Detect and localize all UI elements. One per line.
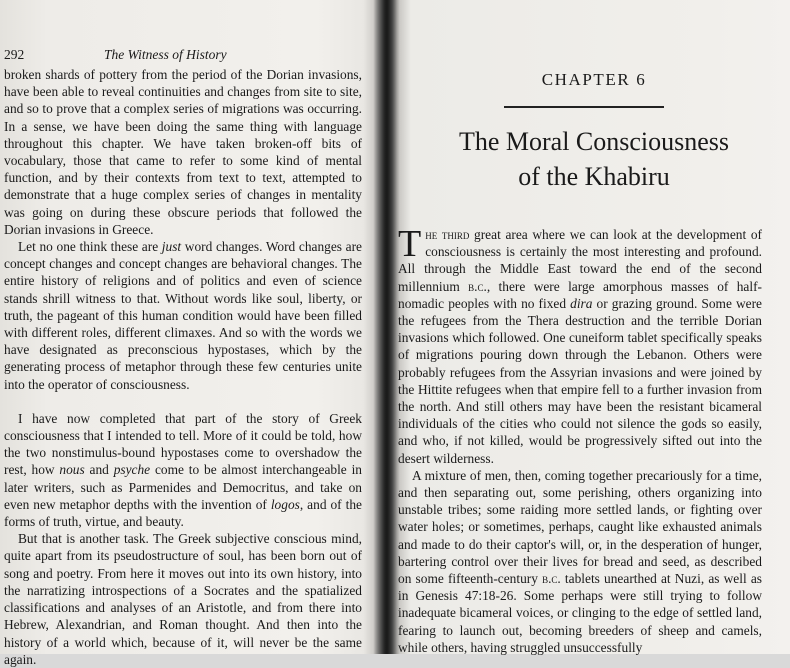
drop-cap: T bbox=[398, 223, 422, 265]
left-paragraph-4: But that is another task. The Greek subjective conscious mind, quite apart from its pseudostructure of soul, has been born out of song and poetry. From here it moves out into its own history, into the narratizing introspections of a Socrates and the spatialized classifications and analyses of an Aristotle, and from there into Hebrew, Alexandrian, and Roman thought. And then into the history of a world which, because of it, will never be the same again. bbox=[4, 531, 362, 667]
chapter-title-line-2: of the Khabiru bbox=[518, 162, 670, 191]
right-paragraph-1: The third great area where we can look at the development of consciousness is certainly the most interesting and profound. All through the Middle East toward the end of the second millennium b.c., there were large amorphous masses of half-nomadic peoples with no fixed dira or grazing ground. Some were the refugees from the Thera destruction and the terrible Dorian invasions which followed. One cuneiform tablet specifically speaks of migrations pouring down through the Lebanon. Others were probably refugees from the Assyrian invasions and were joined by the Hittite refugees when that empire fell to a further invasion from the north. And still others may have been the resistant bicameral individuals of the cities who could not silence the gods so easily, and who, if not killed, would be progressively sifted out into the desert wilderness. bbox=[398, 223, 762, 466]
right-paragraph-2: A mixture of men, then, coming together precariously for a time, and then separating out, some perishing, others organizing into unstable tribes; some raiding more settled lands, or fighting over water holes; or sometimes, perhaps, caught like exhausted animals and made to do their captor's will, or, in the desperation of hunger, bartering control over their lives for bread and seed, as described on some fifteenth-century b.c. tablets unearthed at Nuzi, as well as in Genesis 47:18-26. Some perhaps were still trying to follow inadequate bicameral voices, or clinging to the edge of settled land, fearing to launch out, becoming breeders of sheep and camels, while others, having struggled unsuccessfully bbox=[398, 467, 762, 655]
left-paragraph-2: Let no one think these are just word changes. Word changes are concept changes and concept changes are behavioral changes. The entire history of religions and of politics and even of science stands shrill witness to that. Without words like soul, liberty, or truth, the pageant of this human condition would have been filled with different roles, different climaxes. And so with the words we have designated as preconscious hypostases, which by the generating process of metaphor through these few centuries unite into the operator of consciousness. bbox=[4, 239, 362, 392]
chapter-label: CHAPTER 6 bbox=[541, 70, 647, 89]
book-gutter bbox=[373, 0, 397, 654]
page-number: 292 bbox=[4, 47, 25, 62]
chapter-rule bbox=[504, 106, 664, 108]
running-title: The Witness of History bbox=[104, 47, 227, 62]
left-body-text bbox=[4, 66, 362, 668]
right-page bbox=[398, 0, 790, 654]
chapter-title bbox=[398, 124, 790, 194]
left-page bbox=[0, 0, 372, 667]
chapter-title-line-1: The Moral Consciousness bbox=[458, 127, 730, 156]
left-paragraph-1: broken shards of pottery from the period of the Dorian invasions, have been able to reveal continuities and changes from site to site, and so to prove that a complex series of migrations was occurring. In a sense, we have been doing the same thing with language throughout this chapter. We have taken broken-off bits of vocabulary, those that came to refer to some kind of mental function, and by their contexts from text to text, attempted to demonstrate that a huge complex series of changes in mentality was going on during these obscure periods that followed the Dorian invasions in Greece. bbox=[4, 67, 362, 237]
right-body-text bbox=[398, 223, 762, 656]
left-paragraph-3: I have now completed that part of the story of Greek consciousness that I intended to tell. More of it could be told, how the two nonstimulus-bound hypostases come to overshadow the rest, how nous and psyche come to be almost interchangeable in later writers, such as Parmenides and Democritus, and take on even new metaphor depths with the invention of logos, and of the forms of truth, virtue, and beauty. bbox=[4, 410, 362, 530]
